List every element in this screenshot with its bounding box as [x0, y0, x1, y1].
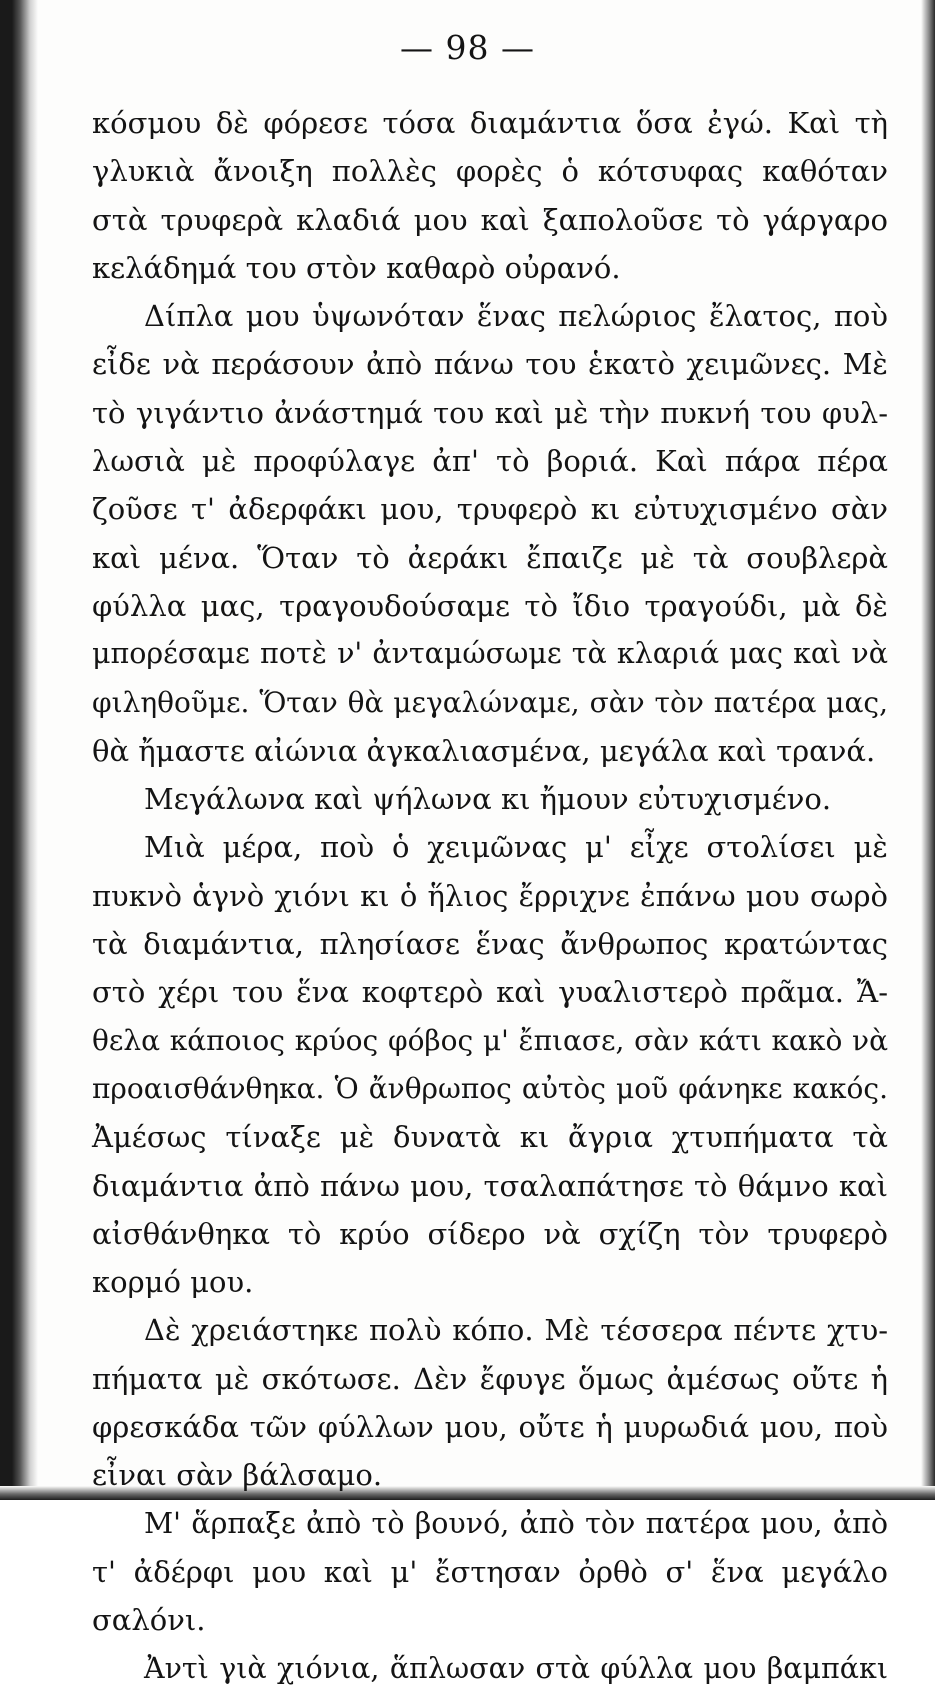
- text-line: κόσμου δὲ φόρεσε τόσα διαμάντια ὅσα ἐγώ. Καὶ τὴ: [92, 106, 888, 140]
- text-line: φιληθοῦμε. Ὅταν θὰ μεγαλώναμε, σὰν τὸν πατέρα μας,: [92, 685, 888, 719]
- text-line: Ἀντὶ γιὰ χιόνια, ἅπλωσαν στὰ φύλλα μου βαμπάκι: [144, 1651, 888, 1685]
- page-number: — 98 —: [400, 28, 535, 67]
- text-line: πήματα μὲ σκότωσε. Δὲν ἔφυγε ὅμως ἀμέσως οὔτε ἡ: [92, 1361, 888, 1396]
- text-line: τὸ γιγάντιο ἀνάστημά του καὶ μὲ τὴν πυκνή του φυλ-: [92, 395, 888, 430]
- text-line: αἰσθάνθηκα τὸ κρύο σίδερο νὰ σχίζη τὸν τρυφερὸ: [92, 1216, 888, 1251]
- paragraph: [92, 823, 888, 1306]
- page-right-edge-shadow: [921, 0, 935, 1500]
- text-line: Ἀμέσως τίναξε μὲ δυνατὰ κι ἄγρια χτυπήματα τὰ: [92, 1120, 888, 1155]
- text-line: Μεγάλωνα καὶ ψήλωνα κι ἤμουν εὐτυχισμένο.: [144, 782, 832, 817]
- text-line: θὰ ἤμαστε αἰώνια ἀγκαλιασμένα, μεγάλα καὶ τρανά.: [92, 733, 876, 768]
- text-line: θελα κάποιος κρύος φόβος μ' ἔπιασε, σὰν κάτι κακὸ νὰ: [92, 1023, 888, 1057]
- text-line: τ' ἀδέρφι μου καὶ μ' ἔστησαν ὀρθὸ σ' ἕνα μεγάλο: [92, 1554, 888, 1589]
- text-line: λωσιὰ μὲ προφύλαγε ἀπ' τὸ βοριά. Καὶ πάρα πέρα: [92, 444, 888, 479]
- text-line: Μ' ἅρπαξε ἀπὸ τὸ βουνό, ἀπὸ τὸν πατέρα μου, ἀπὸ: [144, 1506, 888, 1540]
- text-line: διαμάντια ἀπὸ πάνω μου, τσαλαπάτησε τὸ θάμνο καὶ: [92, 1168, 888, 1203]
- paragraph: [92, 1645, 888, 1693]
- text-line: μπορέσαμε ποτὲ ν' ἀνταμώσωμε τὰ κλαριά μας καὶ νὰ: [92, 637, 888, 671]
- text-line: προαισθάνθηκα. Ὁ ἄνθρωπος αὐτὸς μοῦ φάνηκε κακός.: [92, 1071, 888, 1105]
- text-line: εἶναι σὰν βάλσαμο.: [92, 1458, 383, 1493]
- text-line: καὶ μένα. Ὅταν τὸ ἀεράκι ἔπαιζε μὲ τὰ σουβλερὰ: [92, 540, 888, 575]
- paragraph: [92, 1306, 888, 1499]
- text-line: γλυκιὰ ἄνοιξη πολλὲς φορὲς ὁ κότσυφας καθόταν: [92, 154, 888, 189]
- text-line: κορμό μου.: [92, 1265, 254, 1300]
- text-line: κελάδημά του στὸν καθαρὸ οὐρανό.: [92, 250, 621, 285]
- text-line: Μιὰ μέρα, ποὺ ὁ χειμῶνας μ' εἶχε στολίσει μὲ: [144, 830, 888, 865]
- text-line: φύλλα μας, τραγουδούσαμε τὸ ἴδιο τραγούδι, μὰ δὲ: [92, 588, 888, 623]
- text-line: τὰ διαμάντια, πλησίασε ἕνας ἄνθρωπος κρατώντας: [92, 927, 888, 962]
- page-left-edge-shadow: [0, 0, 38, 1500]
- text-line: στὸ χέρι του ἕνα κοφτερὸ καὶ γυαλιστερὸ πρᾶμα. Ἄ-: [92, 975, 888, 1010]
- text-line: ζοῦσε τ' ἀδερφάκι μου, τρυφερὸ κι εὐτυχισμένο σὰν: [92, 492, 888, 527]
- text-line: στὰ τρυφερὰ κλαδιά μου καὶ ξαπολοῦσε τὸ γάργαρο: [92, 202, 888, 237]
- text-line: Δὲ χρειάστηκε πολὺ κόπο. Μὲ τέσσερα πέντε χτυ-: [144, 1313, 888, 1348]
- paragraph: [92, 1500, 888, 1645]
- text-line: φρεσκάδα τῶν φύλλων μου, οὔτε ἡ μυρωδιά μου, ποὺ: [92, 1410, 888, 1445]
- paragraph: [92, 292, 888, 775]
- text-line: σαλόνι.: [92, 1603, 206, 1638]
- body-text: [92, 99, 888, 1693]
- text-line: εἶδε νὰ περάσουν ἀπὸ πάνω του ἑκατὸ χειμῶνες. Μὲ: [92, 347, 888, 382]
- text-line: Δίπλα μου ὑψωνόταν ἕνας πελώριος ἔλατος, ποὺ: [144, 299, 888, 334]
- paragraph: [92, 99, 888, 292]
- paragraph: [92, 775, 888, 823]
- text-line: πυκνὸ ἁγνὸ χιόνι κι ὁ ἥλιος ἔρριχνε ἐπάνω μου σωρὸ: [92, 878, 888, 913]
